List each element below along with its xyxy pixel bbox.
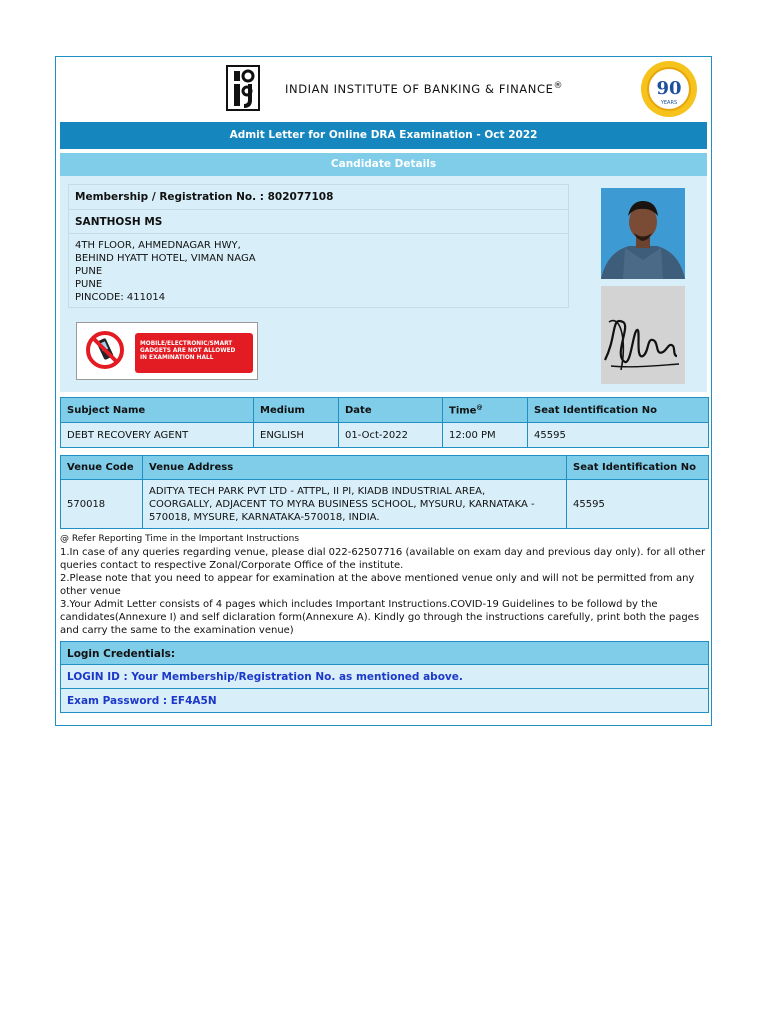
institute-name: INDIAN INSTITUTE OF BANKING & FINANCE® [285,81,564,96]
seal-caption: YEARS [660,100,678,106]
reporting-note: @ Refer Reporting Time in the Important Instructions [60,534,300,544]
candidate-details-section [60,176,707,392]
table-header-row [61,456,709,480]
gadget-notice [76,322,258,380]
candidate-photo [601,188,685,279]
candidate-signature [601,286,685,384]
address-line: PUNE [75,279,103,290]
column-header: Date [339,398,443,423]
seat-id: 45595 [528,423,709,448]
anniversary-seal-icon [640,60,698,118]
exam-schedule-table [60,397,709,448]
instructions-notes [60,533,710,637]
column-header: Seat Identification No [567,456,709,480]
subject-name: DEBT RECOVERY AGENT [61,423,254,448]
column-header-time: Time@ [443,398,528,423]
column-header: Venue Code [61,456,143,480]
venue-seat-id: 45595 [567,480,709,529]
venue-address-line: COORGALLY, ADJACENT TO MYRA BUSINESS SCHOOL, MYSURU, KARNATAKA - [149,498,535,510]
column-header: Venue Address [143,456,567,480]
gadget-notice-text [135,333,253,373]
venue-code: 570018 [61,480,143,529]
column-header: Seat Identification No [528,398,709,423]
notice-line: IN EXAMINATION HALL [140,355,214,361]
venue-address [143,480,567,529]
notice-line: MOBILE/ELECTRONIC/SMART [140,341,233,347]
venue-table [60,455,709,529]
note-item: 2.Please note that you need to appear for examination at the above mentioned venue only and will not be permitted from any other venue [60,573,695,597]
table-row [61,480,709,529]
letter-title: Admit Letter for Online DRA Examination - Oct 2022 [60,122,707,149]
candidate-name: SANTHOSH MS [69,210,568,234]
address-line: 4TH FLOOR, AHMEDNAGAR HWY, [75,240,241,251]
admit-letter [55,56,712,726]
login-credentials [60,641,709,713]
column-header: Medium [254,398,339,423]
candidate-info-box [68,184,569,308]
notice-line: GADGETS ARE NOT ALLOWED [140,348,236,354]
login-id: LOGIN ID : Your Membership/Registration No. as mentioned above. [60,665,709,689]
note-item: 3.Your Admit Letter consists of 4 pages which includes Important Instructions.COVID-19 Guidelines to be followd by the candidates(Annexure I) and self diclaration form(Annexure A). Kindly go through the instructions carefully, print both the pages and carry the same to the examination venue) [60,599,700,636]
candidate-address [69,234,568,309]
exam-date: 01-Oct-2022 [339,423,443,448]
iibf-logo-icon [226,65,260,111]
address-line: PUNE [75,266,103,277]
no-mobile-icon [85,330,125,370]
exam-password: Exam Password : EF4A5N [60,689,709,713]
exam-time: 12:00 PM [443,423,528,448]
address-line: PINCODE: 411014 [75,292,166,303]
membership-number: Membership / Registration No. : 802077108 [69,185,568,210]
venue-address-line: 570018, MYSURE, KARNATAKA-570018, INDIA. [149,511,380,523]
table-header-row [61,398,709,423]
column-header: Subject Name [61,398,254,423]
address-line: BEHIND HYATT HOTEL, VIMAN NAGA [75,253,256,264]
note-item: 1.In case of any queries regarding venue, please dial 022-62507716 (available on exam day and previous day only). for all other queries contact to respective Zonal/Corporate Office of the institute. [60,547,706,571]
letter-header [56,57,711,121]
table-row [61,423,709,448]
venue-address-line: ADITYA TECH PARK PVT LTD - ATTPL, II PI, KIADB INDUSTRIAL AREA, [149,485,486,497]
login-heading: Login Credentials: [60,641,709,665]
candidate-details-heading: Candidate Details [60,153,707,176]
seal-number: 90 [656,78,682,99]
medium: ENGLISH [254,423,339,448]
